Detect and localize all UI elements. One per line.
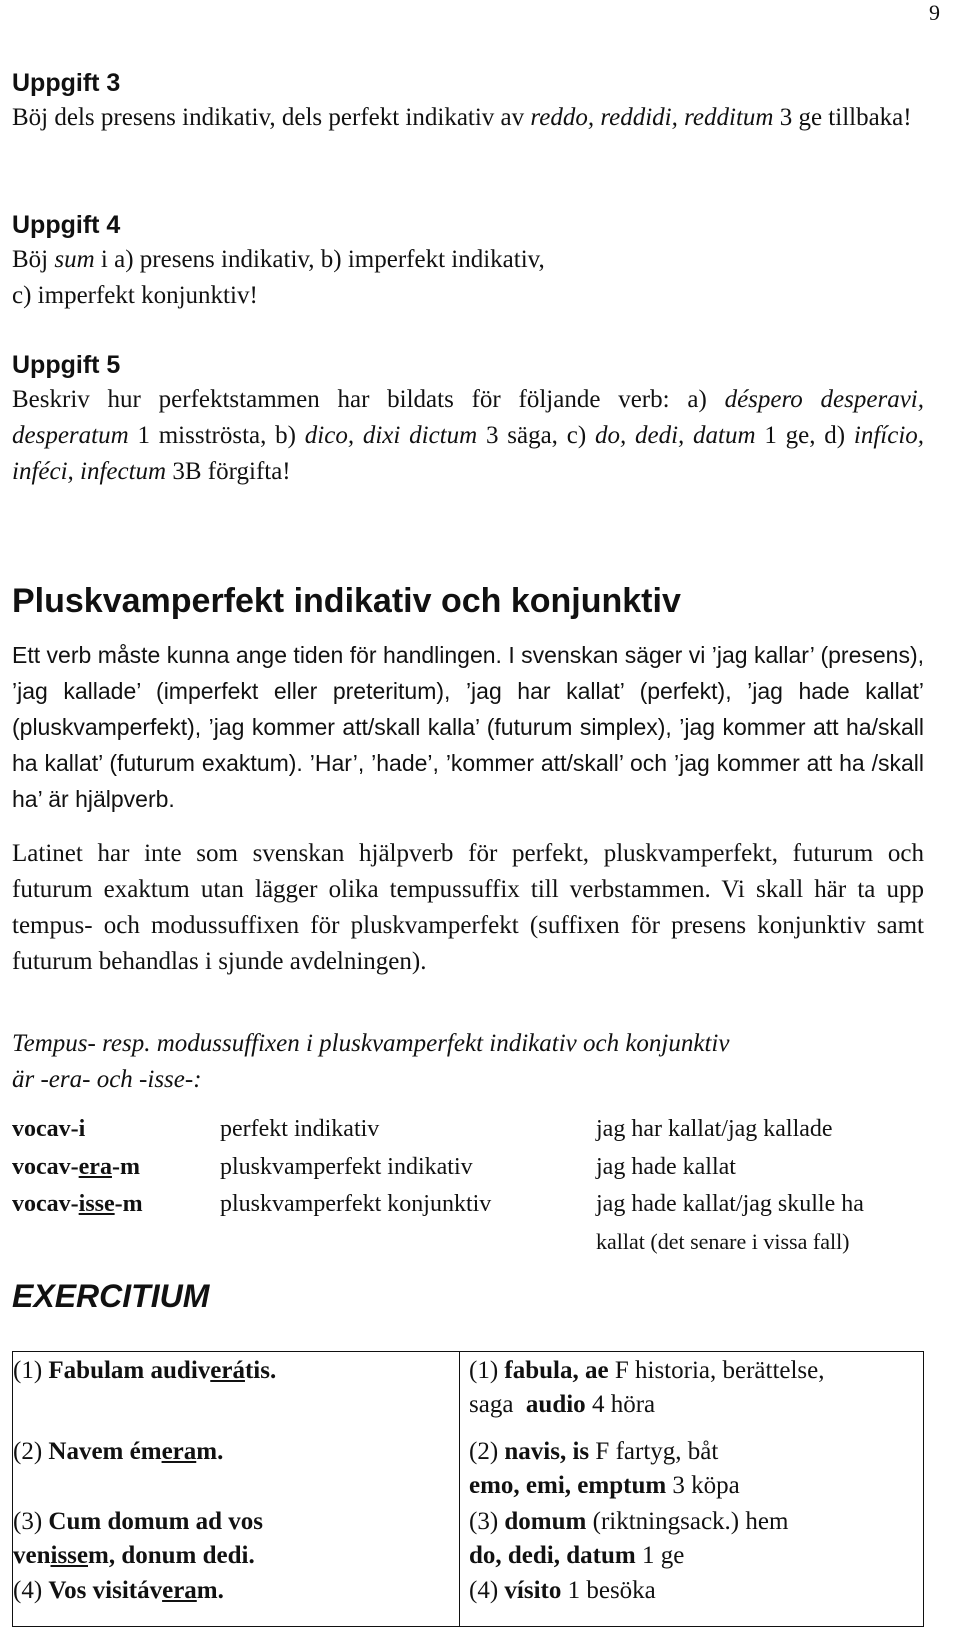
text-run: 1 ge, d) xyxy=(755,422,854,449)
vocab-1: (1) fabula, ae F historia, berättelse, saga audio 4 höra xyxy=(469,1357,825,1418)
text-run: 3 säga, c) xyxy=(477,422,595,449)
latin-verb: do, dedi, datum xyxy=(594,422,756,449)
form-swedish: jag hade kallat xyxy=(596,1154,736,1180)
exercitium-table xyxy=(12,1351,924,1627)
section-paragraph-2: Latinet har inte som svenskan hjälpverb för perfekt, pluskvamperfekt, futurum och futurum exaktum utan lägger olika tempussuffix till verbstammen. Vi skall här ta upp tempus- och modussuffixen för pluskvamperfekt (suffixen för presens konjunktiv samt futurum behandlas i sjunde avdelningen). xyxy=(12,840,924,975)
text-run: i a) presens indikativ, b) imperfekt indikativ, xyxy=(94,246,545,273)
form-description: perfekt indikativ xyxy=(220,1116,380,1142)
form-description: pluskvamperfekt indikativ xyxy=(220,1154,473,1180)
vocab-4: (4) vísito 1 besöka xyxy=(469,1577,656,1604)
page-number: 9 xyxy=(929,0,940,25)
uppgift-5-title: Uppgift 5 xyxy=(12,351,121,379)
latin-verb: sum xyxy=(54,246,95,273)
latin-verb: dico, dixi dictum xyxy=(304,422,478,449)
sentence-1: (1) Fabulam audiverátis. xyxy=(13,1357,277,1384)
sentence-3: (3) Cum domum ad vos venissem, donum dedi. xyxy=(13,1508,264,1569)
form-swedish: jag hade kallat/jag skulle ha xyxy=(596,1191,864,1217)
latin-verb: reddo, reddidi, redditum xyxy=(530,104,774,131)
text-run: Böj xyxy=(12,246,55,273)
form-row xyxy=(12,1110,924,1148)
exercitium-title: EXERCITIUM xyxy=(12,1278,210,1314)
section-heading: Pluskvamperfekt indikativ och konjunktiv xyxy=(12,582,681,620)
uppgift-3-title: Uppgift 3 xyxy=(12,69,121,97)
form-description: pluskvamperfekt konjunktiv xyxy=(220,1191,492,1217)
form-row xyxy=(12,1148,924,1186)
vocab-3: (3) domum (riktningsack.) hem do, dedi, datum 1 ge xyxy=(469,1508,789,1569)
section-paragraph-1: Ett verb måste kunna ange tiden för handlingen. I svenskan säger vi ’jag kallar’ (presens), ’jag kallade’ (imperfekt eller preteritum), ’jag har kallat’ (perfekt), ’jag hade kallat’ (pluskvamperfekt), ’jag kommer att/skall kalla’ (futurum simplex), ’jag kommer att ha/skall ha kallat’ (futurum exaktum). ’Har’, ’hade’, ’kommer att/skall’ och ’jag kommer att ha /skall ha’ är hjälpverb. xyxy=(12,642,924,812)
sentence-2: (2) Navem émeram. xyxy=(13,1438,224,1465)
text-run: 1 misströsta, b) xyxy=(128,422,305,449)
uppgift-4-title: Uppgift 4 xyxy=(12,211,121,239)
sentence-4: (4) Vos visitáveram. xyxy=(13,1577,224,1604)
uppgift-4 xyxy=(12,208,924,314)
text-run: c) imperfekt konjunktiv! xyxy=(12,282,258,309)
text-run: 3B förgifta! xyxy=(166,458,291,485)
table-divider xyxy=(459,1352,460,1626)
vocab-2: (2) navis, is F fartyg, båt emo, emi, emptum 3 köpa xyxy=(469,1438,740,1499)
text-run: Beskriv hur perfektstammen har bildats för följande verb: a) xyxy=(12,386,725,413)
uppgift-4-text xyxy=(12,242,924,314)
latin-verb: déspero desperavi, desperatum xyxy=(12,386,925,449)
text-run: är -era- och -isse-: xyxy=(12,1066,202,1093)
form-latin: vocav-isse-m xyxy=(12,1191,143,1217)
latin-verb: infício, inféci, infectum xyxy=(12,422,925,485)
text-run: Tempus- resp. modussuffixen i pluskvamperfekt indikativ och konjunktiv xyxy=(12,1030,730,1057)
uppgift-5-text xyxy=(12,382,924,490)
form-latin: vocav-era-m xyxy=(12,1154,140,1180)
suffix-intro xyxy=(12,1026,924,1098)
form-swedish-continued: kallat (det senare i vissa fall) xyxy=(596,1229,850,1254)
form-row xyxy=(12,1185,924,1261)
form-latin: vocav-i xyxy=(12,1116,86,1142)
uppgift-3-text xyxy=(12,100,924,136)
uppgift-5 xyxy=(12,348,924,490)
form-swedish: jag har kallat/jag kallade xyxy=(596,1116,833,1142)
text-run: 3 ge tillbaka! xyxy=(773,104,912,131)
text-run: Böj dels presens indikativ, dels perfekt indikativ av xyxy=(12,104,531,131)
uppgift-3 xyxy=(12,66,924,136)
